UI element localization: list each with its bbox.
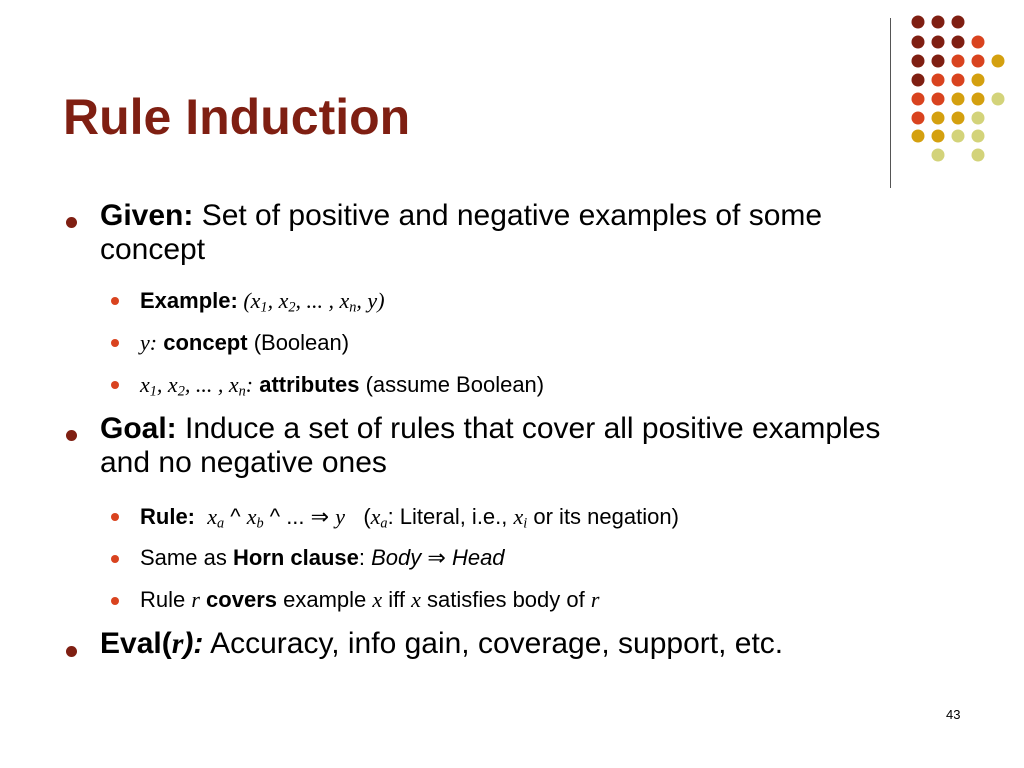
eval-label: Eval( xyxy=(100,627,172,660)
decorative-dot xyxy=(932,74,945,87)
given-item xyxy=(100,199,920,267)
decorative-dot xyxy=(932,36,945,49)
bullet-icon xyxy=(66,646,77,657)
decorative-dot-grid xyxy=(0,0,1024,200)
bullet-icon xyxy=(111,297,119,305)
decorative-dot xyxy=(992,55,1005,68)
eval-item: Eval(r): Accuracy, info gain, coverage, support, etc. xyxy=(100,627,784,660)
horn-item: Same as Horn clause: Body ⇒ Head xyxy=(140,545,505,570)
decorative-dot xyxy=(972,93,985,106)
decorative-dot xyxy=(932,149,945,162)
decorative-dot xyxy=(972,112,985,125)
page-number: 43 xyxy=(946,707,961,722)
rule-item: Rule: $x_a$ ^ $x_b$ ^ ... ⇒ y ($x_a$: Literal, i.e., $x_i$ or its negation) xyxy=(140,504,679,532)
given-text: Set of positive and negative examples of some concept xyxy=(100,199,823,266)
decorative-dot xyxy=(972,74,985,87)
y-item: y: concept (Boolean) xyxy=(140,330,350,355)
example-label: Example: xyxy=(140,288,238,313)
goal-label: Goal: xyxy=(100,412,177,445)
decorative-dot xyxy=(952,130,965,143)
implies-symbol: ⇒ xyxy=(310,504,330,529)
decorative-dot xyxy=(952,55,965,68)
decorative-dot xyxy=(952,16,965,29)
decorative-dot xyxy=(932,93,945,106)
decorative-dot xyxy=(932,16,945,29)
decorative-dot xyxy=(912,74,925,87)
bullet-icon xyxy=(111,513,119,521)
bullet-icon xyxy=(111,381,119,389)
bullet-icon xyxy=(111,555,119,563)
decorative-dot xyxy=(912,112,925,125)
decorative-dot xyxy=(912,55,925,68)
x-item: $x_1$, $x_2$, ... , $x_n$: attributes (assume Boolean) xyxy=(140,372,545,400)
decorative-dot xyxy=(952,112,965,125)
implies-symbol: ⇒ xyxy=(427,545,446,570)
bullet-icon xyxy=(111,597,119,605)
slide-title: Rule Induction xyxy=(63,89,411,145)
decorative-dot xyxy=(912,16,925,29)
decorative-dot xyxy=(952,36,965,49)
eval-text: Accuracy, info gain, coverage, support, etc. xyxy=(203,627,784,660)
decorative-dot xyxy=(972,55,985,68)
bullet-icon xyxy=(66,430,77,441)
goal-item xyxy=(100,412,920,480)
decorative-dot xyxy=(912,93,925,106)
goal-text: Induce a set of rules that cover all positive examples and no negative ones xyxy=(100,412,881,479)
decorative-dot xyxy=(932,112,945,125)
decorative-dot xyxy=(932,55,945,68)
decorative-dot xyxy=(912,130,925,143)
decorative-dot xyxy=(972,149,985,162)
given-label: Given: xyxy=(100,199,194,232)
bullet-icon xyxy=(66,217,77,228)
example-item: Example: ($x_1$, $x_2$, ... , $x_n$, y) xyxy=(140,288,385,316)
decorative-dot xyxy=(912,36,925,49)
decorative-dot xyxy=(972,36,985,49)
bullet-icon xyxy=(111,339,119,347)
decorative-dot xyxy=(952,93,965,106)
decorative-dot xyxy=(932,130,945,143)
covers-item: Rule r covers example x iff x satisfies body of r xyxy=(140,587,600,612)
decorative-dot xyxy=(992,93,1005,106)
decorative-dot xyxy=(952,74,965,87)
decorative-dot xyxy=(972,130,985,143)
